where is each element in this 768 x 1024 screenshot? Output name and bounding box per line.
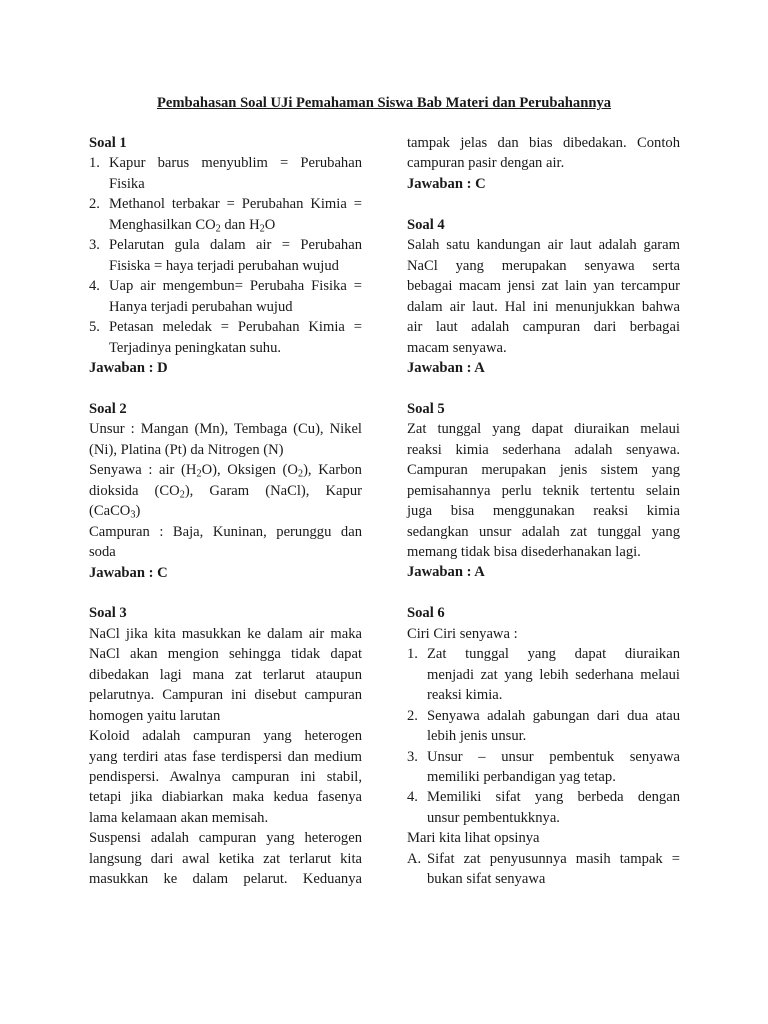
list-line: unsur pembentukknya. (427, 809, 560, 826)
text-line: macam senyawa. (407, 339, 507, 356)
text-line: Campuran merupakan jenis sistem yang (407, 462, 680, 479)
text-line: bebagai macam jensi zat lain yan tercampur (407, 278, 680, 295)
text-line: lama kelamaan akan memisah. (89, 809, 269, 826)
list-line: Kapur barus menyublim = Perubahan (109, 155, 362, 172)
list-number: 2. (407, 707, 418, 724)
formula-line: Menghasilkan $CO_2$ dan $H_2O$ (109, 216, 276, 235)
soal-1-section (89, 133, 362, 378)
list-line: lebih jenis unsur. (427, 728, 527, 745)
text-line: (Ni), Platina (Pt) da Nitrogen (N) (89, 441, 284, 458)
soal-6-heading: Soal 6 (407, 605, 445, 622)
soal-1-answer: Jawaban : D (89, 359, 168, 376)
soal-6-section (407, 603, 680, 889)
soal-2-heading: Soal 2 (89, 400, 127, 417)
list-item (89, 194, 362, 235)
soal-2-section (89, 399, 362, 583)
list-line: Sifat zat penyusunnya masih tampak = (427, 850, 680, 867)
formula-line: dioksida $(CO_2)$, Garam (NaCl), Kapur (89, 482, 362, 501)
list-line: Terjadinya peningkatan suhu. (109, 339, 282, 356)
text-line: pendispersi. Awalnya campuran ini stabil, (89, 769, 362, 786)
list-item (89, 153, 362, 194)
soal-1-list (89, 153, 362, 358)
soal-4-answer: Jawaban : A (407, 359, 485, 376)
list-item (89, 276, 362, 317)
soal-4-section (407, 215, 680, 379)
list-item (89, 235, 362, 276)
list-item (407, 747, 680, 788)
soal-5-section (407, 399, 680, 583)
text-line: homogen yaitu larutan (89, 707, 221, 724)
text-line: Koloid adalah campuran yang heterogen (89, 728, 362, 745)
list-line: Uap air mengembun= Perubaha Fisika = (109, 278, 362, 295)
soal-3-heading: Soal 3 (89, 605, 127, 622)
soal-3-section (89, 603, 362, 889)
section-spacer (407, 583, 680, 603)
text-line: NaCl akan mengion sehingga tidak dapat (89, 646, 362, 663)
text-line: Suspensi adalah campuran yang heterogen (89, 830, 362, 847)
list-line: menjadi zat yang lebih sederhana melaui (427, 666, 680, 683)
list-line: Petasan meledak = Perubahan Kimia = (109, 319, 362, 336)
text-line: reaksi kimia sederhana adalah senyawa. (407, 441, 680, 458)
list-number: 3. (89, 237, 100, 254)
list-item (89, 317, 362, 358)
left-column (89, 133, 362, 890)
text-line: dibedakan lagi mana zat terlarut ataupun (89, 666, 362, 683)
text-line: pemisahannya perlu teknik tertentu selain (407, 482, 680, 499)
soal-4-heading: Soal 4 (407, 216, 445, 233)
text-line: air laut adalah campuran dari berbagai (407, 319, 680, 336)
text-line: campuran pasir dengan air. (407, 155, 565, 172)
text-line: NaCl yang merupakan senyawa serta (407, 257, 680, 274)
list-line: Fisika (109, 175, 145, 192)
list-number: 2. (89, 196, 100, 213)
soal-2-answer: Jawaban : C (89, 564, 168, 581)
text-line: yang terdiri atas fase terdispersi dan medium (89, 748, 362, 765)
section-spacer (407, 194, 680, 214)
text-line: memang tidak bisa disederhanakan lagi. (407, 544, 641, 561)
list-number: 1. (89, 155, 100, 172)
text-line: Mari kita lihat opsinya (407, 830, 540, 847)
text-line: tetapi jika diabiarkan maka kedua fasenya (89, 789, 362, 806)
list-line: Pelarutan gula dalam air = Perubahan (109, 237, 362, 254)
soal-1-heading: Soal 1 (89, 135, 127, 151)
section-spacer (407, 378, 680, 398)
formula-line: (CaCO$_3$) (89, 503, 141, 521)
text-line: sedangkan unsur adalah zat tunggal yang (407, 523, 680, 540)
list-line: Fisiska = haya terjadi perubahan wujud (109, 257, 339, 274)
formula-line: Senyawa : air $(H_2O)$, Oksigen $(O_2)$, Karbon (89, 462, 362, 480)
list-line: memiliki perbandigan yag tetap. (427, 769, 616, 785)
list-number: 4. (407, 789, 418, 806)
list-line: reaksi kimia. (427, 687, 503, 704)
text-line: juga bisa menggunakan reaksi kimia (407, 503, 680, 520)
text-line: Zat tunggal yang dapat diuraikan melaui (407, 421, 680, 438)
list-item (407, 849, 680, 890)
soal-5-answer: Jawaban : A (407, 564, 485, 581)
text-line: Salah satu kandungan air laut adalah garam (407, 237, 680, 254)
text-line: dalam air laut. Hal ini menunjukkan bahwa (407, 298, 680, 315)
text-line: langsung dari awal ketika zat terlarut kita (89, 850, 362, 867)
right-column (407, 133, 680, 890)
list-number: 5. (89, 319, 100, 336)
soal-3-continuation (407, 133, 680, 194)
text-line: soda (89, 544, 116, 561)
document-title: Pembahasan Soal UJi Pemahaman Siswa Bab Materi dan Perubahannya (156, 95, 612, 111)
soal-3-answer: Jawaban : C (407, 175, 486, 192)
text-line: NaCl jika kita masukkan ke dalam air maka (89, 625, 362, 642)
section-spacer (89, 583, 362, 603)
text-line: Ciri Ciri senyawa : (407, 625, 518, 642)
soal-5-heading: Soal 5 (407, 400, 445, 417)
text-line: Unsur : Mangan (Mn), Tembaga (Cu), Nikel (89, 421, 362, 438)
section-spacer (89, 378, 362, 398)
list-line: Hanya terjadi perubahan wujud (109, 298, 293, 315)
list-item (407, 706, 680, 747)
soal-6-list (407, 644, 680, 828)
list-number: 4. (89, 278, 100, 295)
list-line: Zat tunggal yang dapat diuraikan (427, 646, 680, 663)
list-number: 1. (407, 646, 418, 663)
list-line: bukan sifat senyawa (427, 871, 546, 888)
options-list (407, 849, 680, 890)
text-line: Campuran : Baja, Kuninan, perunggu dan (89, 523, 362, 540)
text-line: tampak jelas dan bias dibedakan. Contoh (407, 135, 680, 151)
list-number: 3. (407, 748, 418, 765)
list-line: Memiliki sifat yang berbeda dengan (427, 789, 680, 806)
text-line: masukkan ke dalam pelarut. Keduanya (89, 871, 362, 888)
list-line: Unsur – unsur pembentuk senyawa (427, 748, 680, 765)
list-letter: A. (407, 850, 422, 867)
text-line: pelarutnya. Campuran ini disebut campuran (89, 687, 362, 704)
list-item (407, 787, 680, 828)
list-line: Senyawa adalah gabungan dari dua atau (427, 707, 680, 724)
list-item (407, 644, 680, 705)
list-line: Methanol terbakar = Perubahan Kimia = (109, 196, 362, 213)
